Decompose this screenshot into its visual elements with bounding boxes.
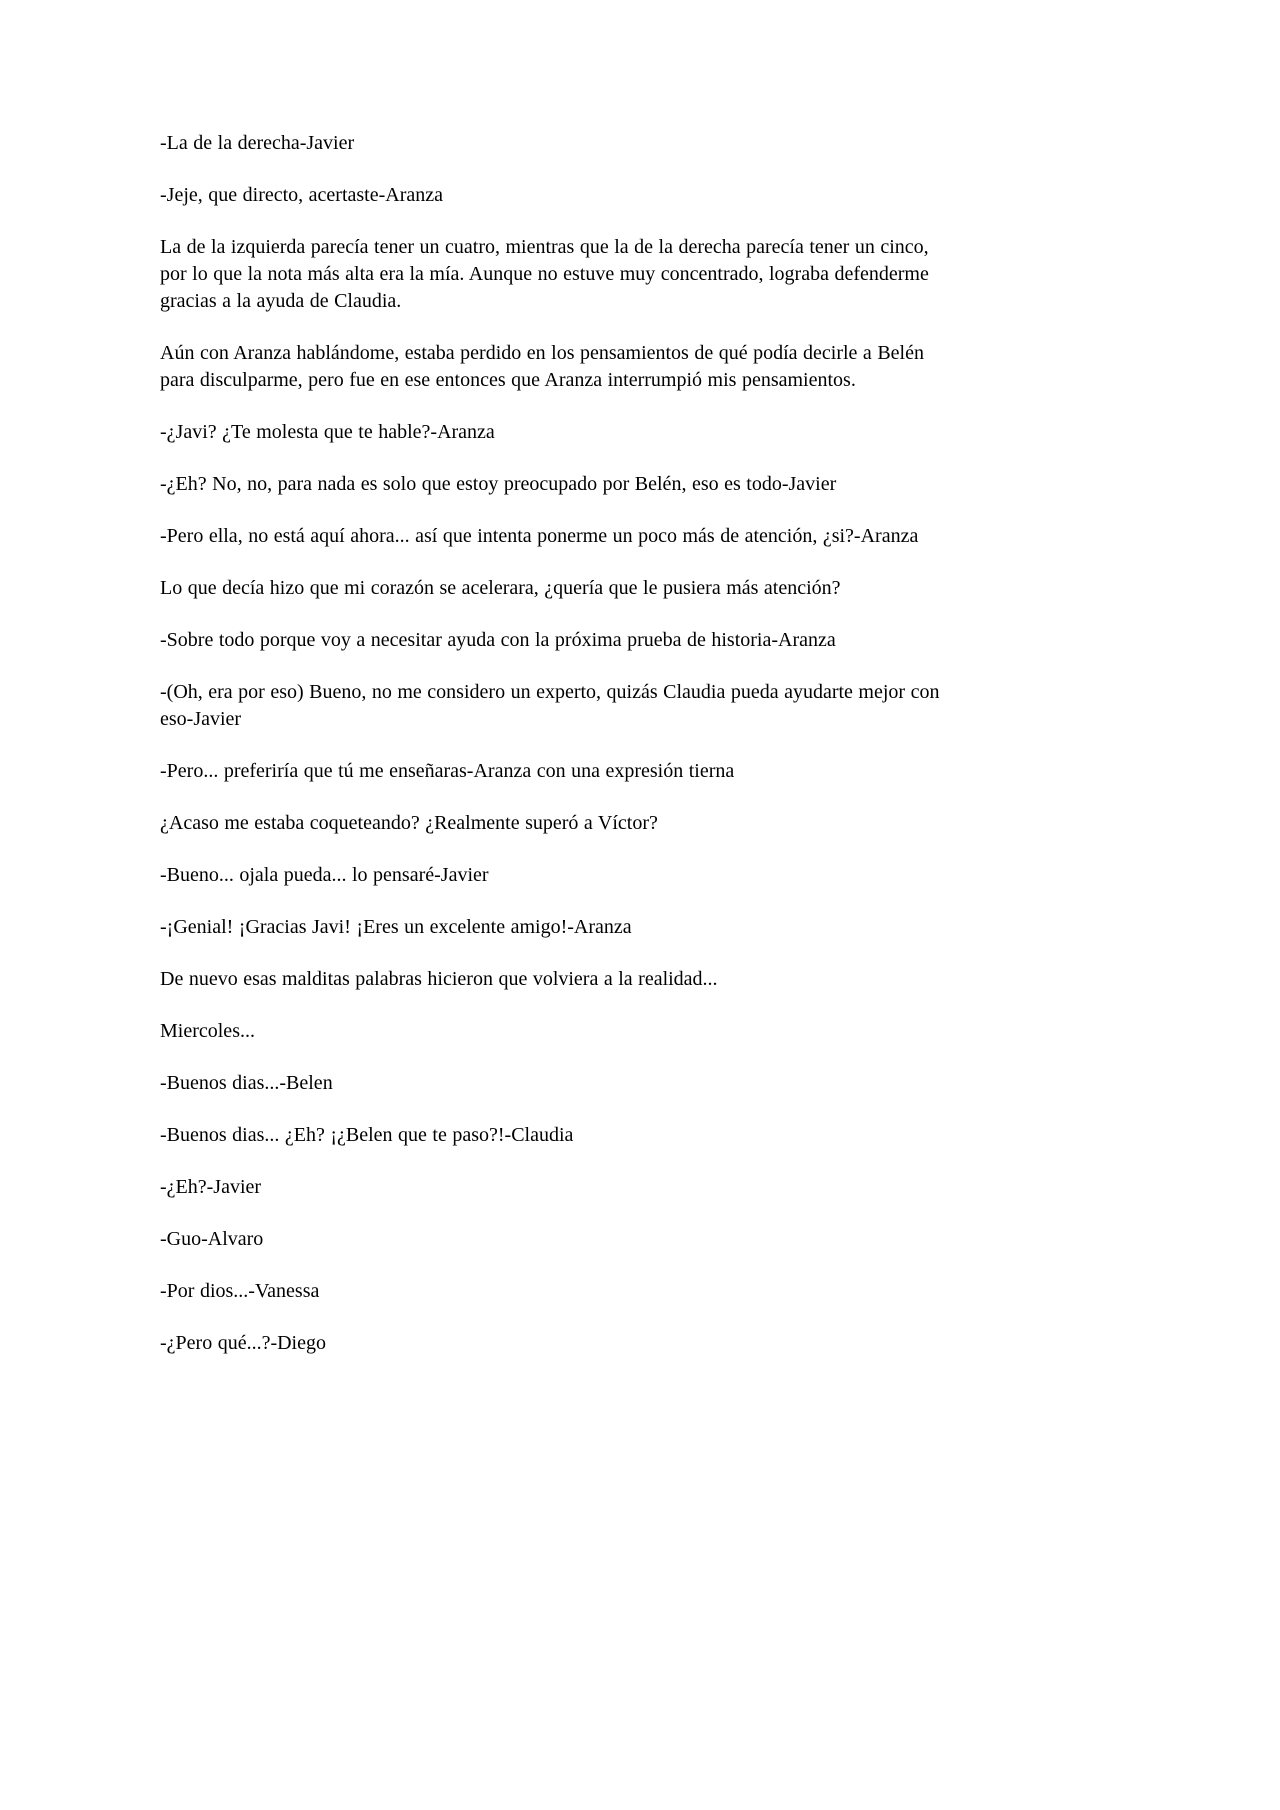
- paragraph: Lo que decía hizo que mi corazón se acelerara, ¿quería que le pusiera más atención?: [160, 577, 841, 599]
- paragraph: -¿Eh? No, no, para nada es solo que estoy preocupado por Belén, eso es todo-Javier: [160, 473, 837, 495]
- paragraph: -Pero ella, no está aquí ahora... así que intenta ponerme un poco más de atención, ¿si?-Aranza: [160, 525, 919, 547]
- paragraph: ¿Acaso me estaba coqueteando? ¿Realmente superó a Víctor?: [160, 812, 658, 834]
- paragraph: -La de la derecha-Javier: [160, 132, 355, 154]
- paragraph: -¿Javi? ¿Te molesta que te hable?-Aranza: [160, 421, 495, 443]
- paragraph: -Jeje, que directo, acertaste-Aranza: [160, 184, 443, 206]
- paragraph: -Por dios...-Vanessa: [160, 1280, 320, 1302]
- paragraph: -¿Pero qué...?-Diego: [160, 1332, 326, 1354]
- paragraph: -¿Eh?-Javier: [160, 1176, 262, 1198]
- paragraph: -Bueno... ojala pueda... lo pensaré-Javier: [160, 864, 489, 886]
- paragraph: -Guo-Alvaro: [160, 1228, 264, 1250]
- paragraph: -Buenos dias...-Belen: [160, 1072, 333, 1094]
- paragraph: La de la izquierda parecía tener un cuatro, mientras que la de la derecha parecía tener un cinco, por lo que la nota más alta era la mía. Aunque no estuve muy concentrado, lograba defenderme gracias a la ayuda de Claudia.: [160, 236, 929, 312]
- paragraph: De nuevo esas malditas palabras hicieron que volviera a la realidad...: [160, 968, 718, 990]
- paragraph: -(Oh, era por eso) Bueno, no me considero un experto, quizás Claudia pueda ayudarte mejor con eso-Javier: [160, 681, 940, 730]
- paragraph: -¡Genial! ¡Gracias Javi! ¡Eres un excelente amigo!-Aranza: [160, 916, 632, 938]
- paragraph: Aún con Aranza hablándome, estaba perdido en los pensamientos de qué podía decirle a Belén para disculparme, pero fue en ese entonces que Aranza interrumpió mis pensamientos.: [160, 342, 924, 391]
- paragraph: -Buenos dias... ¿Eh? ¡¿Belen que te paso?!-Claudia: [160, 1124, 574, 1146]
- paragraph: -Sobre todo porque voy a necesitar ayuda con la próxima prueba de historia-Aranza: [160, 629, 836, 651]
- paragraph: Miercoles...: [160, 1020, 255, 1042]
- paragraph: -Pero... preferiría que tú me enseñaras-Aranza con una expresión tierna: [160, 760, 735, 782]
